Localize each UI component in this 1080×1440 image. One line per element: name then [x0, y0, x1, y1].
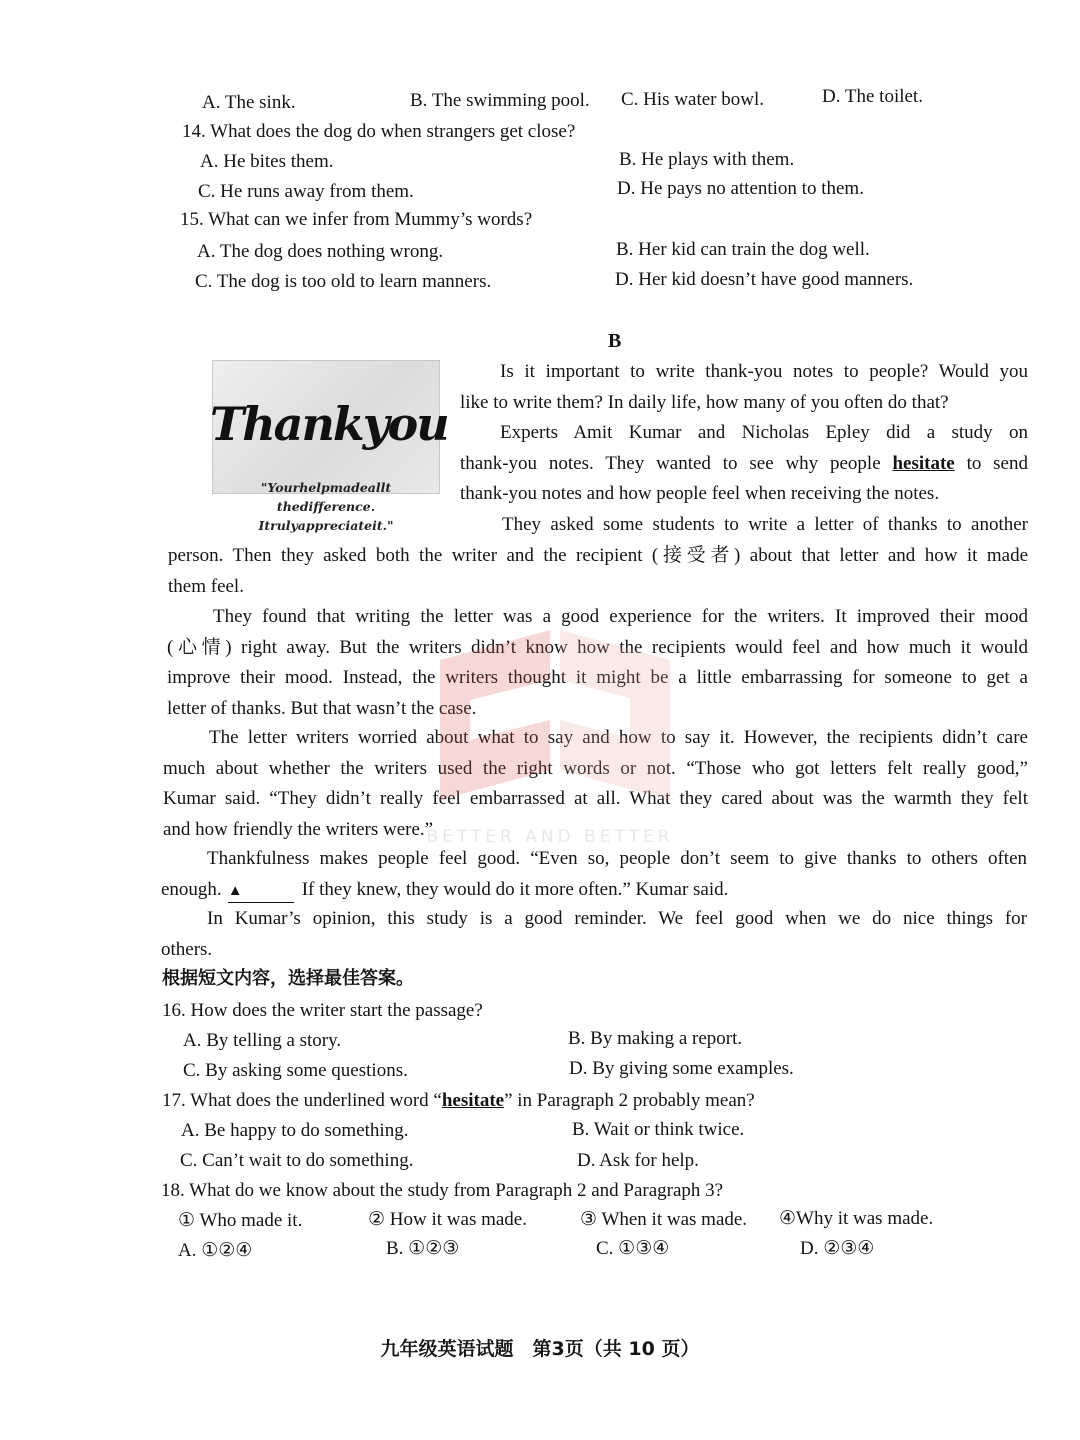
q17-option-d: D. Ask for help.	[577, 1150, 699, 1171]
passage-line: Experts Amit Kumar and Nicholas Epley did a study on	[500, 422, 1028, 443]
thank-you-card-image	[206, 360, 448, 540]
passage-line: Is it important to write thank-you notes to people? Would you	[500, 361, 1028, 382]
card-quote	[226, 478, 426, 535]
q16-option-b: B. By making a report.	[568, 1028, 743, 1049]
watermark-text: BETTER AND BETTER	[426, 827, 674, 847]
q14-option-d: D. He pays no attention to them.	[617, 178, 864, 199]
passage-line: person. Then they asked both the writer and the recipient (接受者) about that letter and how it made	[168, 545, 1028, 566]
passage-paragraph-3	[168, 541, 1028, 602]
q16-option-a: A. By telling a story.	[183, 1030, 342, 1051]
instruction-text: 根据短文内容，选择最佳答案。	[162, 968, 414, 989]
passage-line: They asked some students to write a letter of thanks to another	[502, 514, 1028, 535]
passage-line: like to write them? In daily life, how many of you often do that?	[460, 391, 949, 413]
q14-option-b: B. He plays with them.	[619, 149, 795, 170]
passage-line: The letter writers worried about what to say and how to say it. However, the recipients didn’t care	[209, 727, 1028, 748]
card-quote-line: "Yourhelpmadeallt	[260, 480, 392, 495]
passage-paragraph-2	[460, 418, 1028, 510]
q16-question: 16. How does the writer start the passage?	[162, 1000, 483, 1021]
passage-paragraph-4	[167, 602, 1028, 724]
q14-question: 14. What does the dog do when strangers get close?	[182, 121, 576, 142]
passage-paragraph-6	[161, 844, 1027, 905]
q18-item-2: ② How it was made.	[368, 1209, 527, 1230]
answer-blank: ▲	[228, 880, 294, 903]
passage-line: In Kumar’s opinion, this study is a good reminder. We feel good when we do nice things for	[207, 908, 1027, 929]
passage-line: They found that writing the letter was a good experience for the writers. It improved their mood	[213, 606, 1028, 627]
q17-text: ” in Paragraph 2 probably mean?	[504, 1090, 755, 1111]
q18-item-3: ③ When it was made.	[580, 1209, 748, 1230]
q15-question: 15. What can we infer from Mummy’s words?	[180, 209, 533, 230]
q17-option-c: C. Can’t wait to do something.	[180, 1150, 414, 1171]
passage-line: Thankfulness makes people feel good. “Even so, people don’t seem to give thanks to others often	[207, 848, 1027, 869]
card-quote-line: thedifference.	[276, 499, 376, 514]
q18-option-d: D. ②③④	[800, 1238, 875, 1259]
q14-option-a: A. He bites them.	[200, 151, 334, 172]
q16-option-d: D. By giving some examples.	[569, 1058, 794, 1079]
q13-option-d: D. The toilet.	[822, 86, 923, 107]
passage-text: enough.	[161, 878, 222, 900]
passage-line: thank-you notes and how people feel when receiving the notes.	[460, 483, 940, 504]
passage-line: them feel.	[168, 575, 244, 597]
passage-line: and how friendly the writers were.”	[163, 818, 434, 840]
q17-option-b: B. Wait or think twice.	[572, 1119, 745, 1140]
passage-paragraph-5	[163, 723, 1028, 845]
q17-question	[162, 1086, 755, 1116]
passage-line	[460, 449, 1028, 480]
passage-paragraph-3-first-line	[502, 510, 1028, 541]
section-heading: B	[608, 330, 622, 352]
underlined-word: hesitate	[441, 1090, 505, 1111]
q17-text: 17. What does the underlined word “	[162, 1090, 442, 1111]
q15-option-d: D. Her kid doesn’t have good manners.	[615, 269, 914, 290]
q14-option-c: C. He runs away from them.	[198, 181, 414, 202]
q18-item-1: ① Who made it.	[178, 1210, 303, 1231]
q18-item-4: ④Why it was made.	[779, 1208, 934, 1229]
q15-option-a: A. The dog does nothing wrong.	[197, 241, 444, 262]
passage-line	[161, 875, 1027, 906]
card-title: Thankyou	[210, 397, 448, 451]
q18-option-c: C. ①③④	[596, 1238, 670, 1259]
q13-option-a: A. The sink.	[202, 92, 296, 113]
q16-option-c: C. By asking some questions.	[183, 1060, 408, 1081]
passage-line: Kumar said. “They didn’t really feel embarrassed at all. What they cared about was the warmth they felt	[163, 788, 1028, 809]
passage-line: much about whether the writers used the right words or not. “Those who got letters felt really good,”	[163, 757, 1028, 779]
q17-option-a: A. Be happy to do something.	[181, 1120, 409, 1141]
q18-option-a: A. ①②④	[178, 1240, 253, 1261]
passage-paragraph-1	[460, 357, 1028, 418]
q18-question: 18. What do we know about the study from Paragraph 2 and Paragraph 3?	[161, 1180, 724, 1201]
passage-text: thank-you notes. They wanted to see why people	[460, 452, 881, 474]
card-quote-line: Itrulyappreciateit."	[258, 518, 394, 533]
passage-line: others.	[161, 938, 213, 960]
q18-option-b: B. ①②③	[386, 1238, 460, 1259]
passage-text: If they knew, they would do it more often.” Kumar said.	[301, 878, 729, 900]
q13-option-c: C. His water bowl.	[621, 89, 765, 110]
passage-line: letter of thanks. But that wasn’t the case.	[167, 697, 477, 719]
underlined-word: hesitate	[892, 452, 955, 474]
passage-paragraph-7	[161, 904, 1027, 965]
passage-line: improve their mood. Instead, the writers thought it might be a little embarrassing for someone to get a	[167, 667, 1028, 688]
q13-option-b: B. The swimming pool.	[410, 90, 590, 111]
q15-option-c: C. The dog is too old to learn manners.	[195, 271, 492, 292]
passage-text: to send	[966, 452, 1028, 474]
page-footer: 九年级英语试题 第3页（共 10 页）	[380, 1338, 700, 1360]
q15-option-b: B. Her kid can train the dog well.	[616, 239, 870, 260]
passage-line: (心情) right away. But the writers didn’t know how the recipients would feel and how much it would	[167, 636, 1028, 658]
